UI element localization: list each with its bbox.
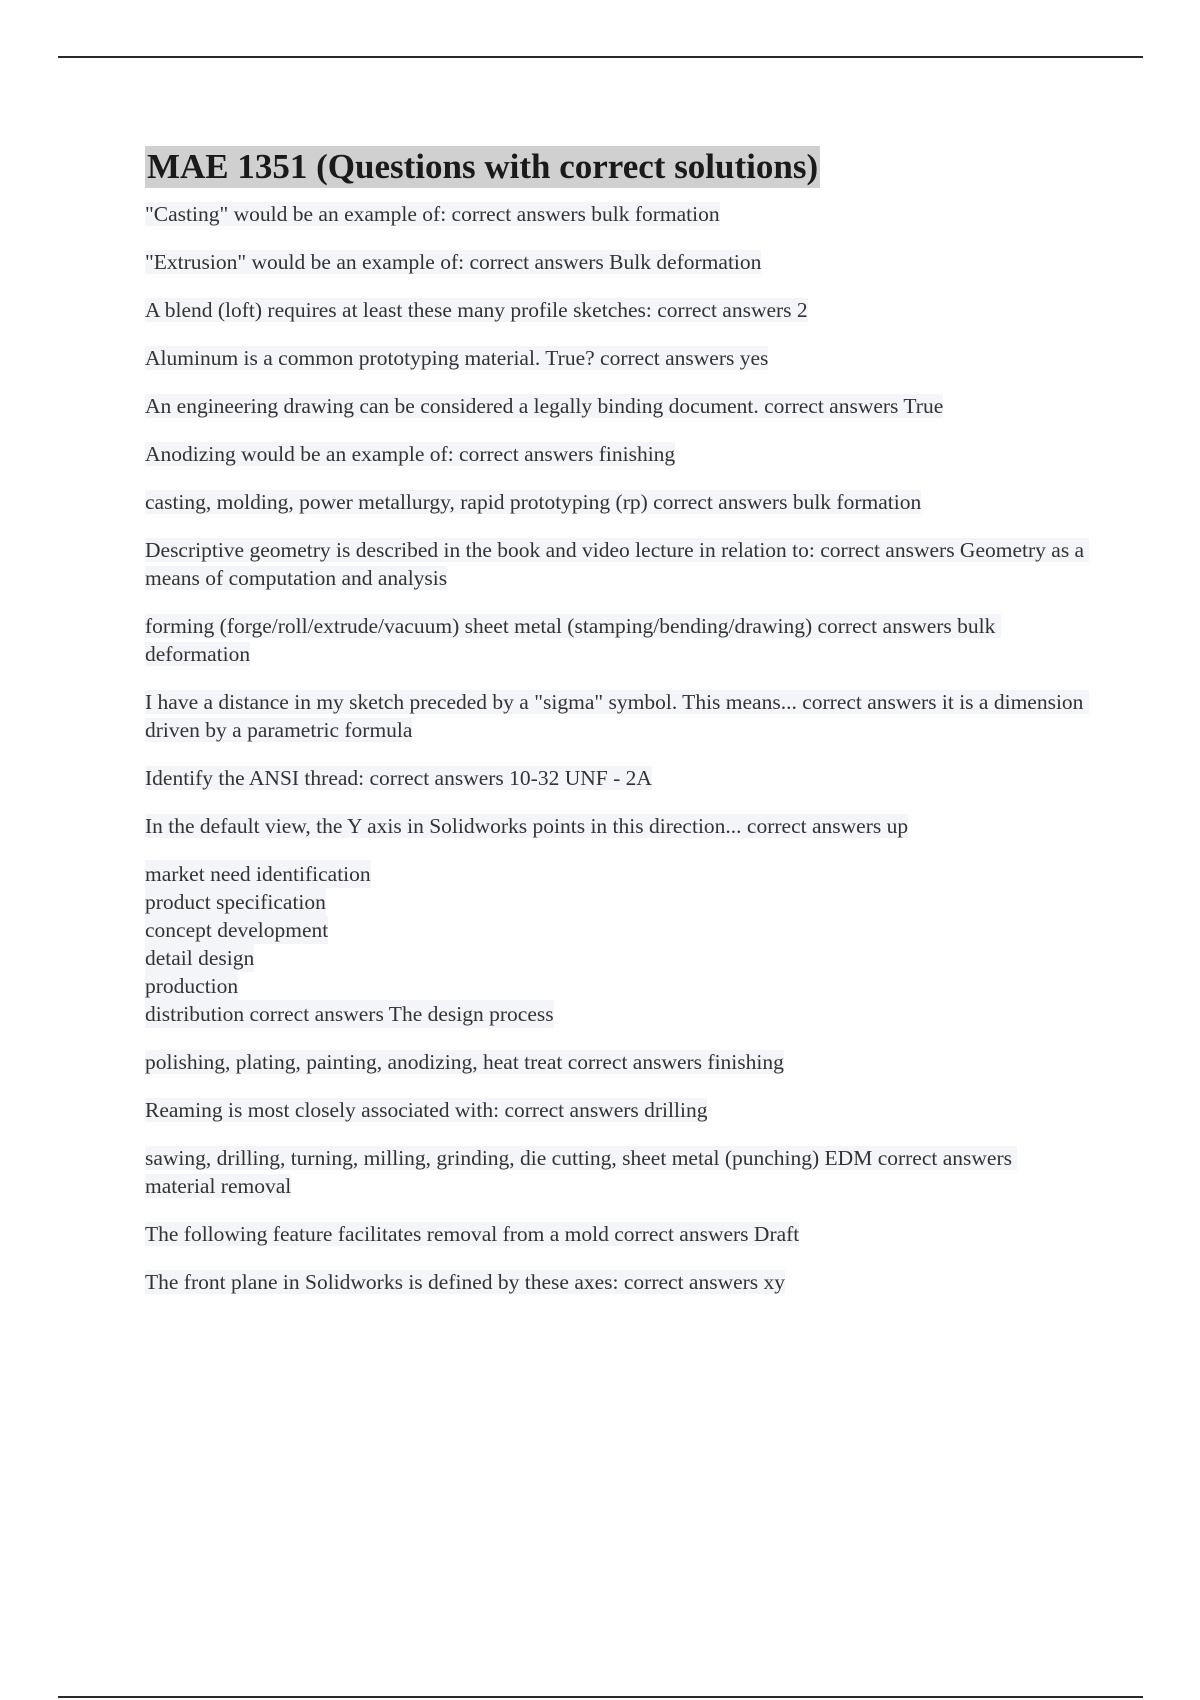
qa-entry — [145, 392, 1085, 420]
qa-entry — [145, 248, 1085, 276]
qa-entry — [145, 296, 1085, 324]
qa-text: The front plane in Solidworks is defined by these axes: correct answers xy — [145, 1270, 786, 1294]
qa-entry — [145, 688, 1089, 744]
qa-entry — [145, 1048, 1085, 1076]
qa-text: Identify the ANSI thread: correct answers 10-32 UNF - 2A — [145, 766, 652, 790]
qa-text: casting, molding, power metallurgy, rapid prototyping (rp) correct answers bulk formation — [145, 490, 922, 514]
qa-entry — [145, 536, 1090, 592]
qa-text: An engineering drawing can be considered a legally binding document. correct answers True — [145, 394, 944, 418]
qa-text: sawing, drilling, turning, milling, grinding, die cutting, sheet metal (punching) EDM correct answers material removal — [145, 1146, 1018, 1198]
qa-line: concept development — [145, 918, 329, 942]
qa-text: Descriptive geometry is described in the book and video lecture in relation to: correct answers Geometry as a means of computation and analysis — [145, 538, 1090, 590]
qa-text: forming (forge/roll/extrude/vacuum) sheet metal (stamping/bending/drawing) correct answers bulk deformation — [145, 614, 1001, 666]
qa-line: detail design — [145, 946, 255, 970]
qa-list — [145, 200, 1090, 1296]
qa-entry — [145, 1144, 1085, 1200]
qa-entry — [145, 1268, 1085, 1296]
qa-text: Reaming is most closely associated with: correct answers drilling — [145, 1098, 708, 1122]
qa-entry — [145, 488, 1085, 516]
qa-text: "Extrusion" would be an example of: correct answers Bulk deformation — [145, 250, 762, 274]
qa-entry — [145, 440, 1085, 468]
qa-entry — [145, 344, 1085, 372]
qa-entry — [145, 200, 1085, 228]
qa-text: I have a distance in my sketch preceded by a "sigma" symbol. This means... correct answers it is a dimension driven by a parametric formula — [145, 690, 1089, 742]
bottom-rule — [58, 1696, 1143, 1698]
qa-text: polishing, plating, painting, anodizing, heat treat correct answers finishing — [145, 1050, 784, 1074]
qa-entry — [145, 764, 1085, 792]
qa-entry — [145, 812, 1085, 840]
top-rule — [58, 56, 1143, 58]
qa-entry — [145, 1220, 1085, 1248]
qa-text: Aluminum is a common prototyping material. True? correct answers yes — [145, 346, 769, 370]
document-title: MAE 1351 (Questions with correct solutions) — [147, 147, 819, 186]
qa-text: "Casting" would be an example of: correct answers bulk formation — [145, 202, 720, 226]
qa-line: production — [145, 974, 239, 998]
qa-text: In the default view, the Y axis in Solidworks points in this direction... correct answers up — [145, 814, 909, 838]
qa-line: market need identification — [145, 862, 371, 886]
qa-entry — [145, 612, 1085, 668]
qa-entry — [145, 860, 1085, 1028]
qa-entry — [145, 1096, 1085, 1124]
qa-line: product specification — [145, 890, 326, 914]
qa-line: distribution correct answers The design process — [145, 1002, 554, 1026]
qa-text: A blend (loft) requires at least these many profile sketches: correct answers 2 — [145, 298, 808, 322]
qa-text: The following feature facilitates removal from a mold correct answers Draft — [145, 1222, 800, 1246]
qa-text: Anodizing would be an example of: correct answers finishing — [145, 442, 676, 466]
document-body — [145, 146, 1090, 1296]
